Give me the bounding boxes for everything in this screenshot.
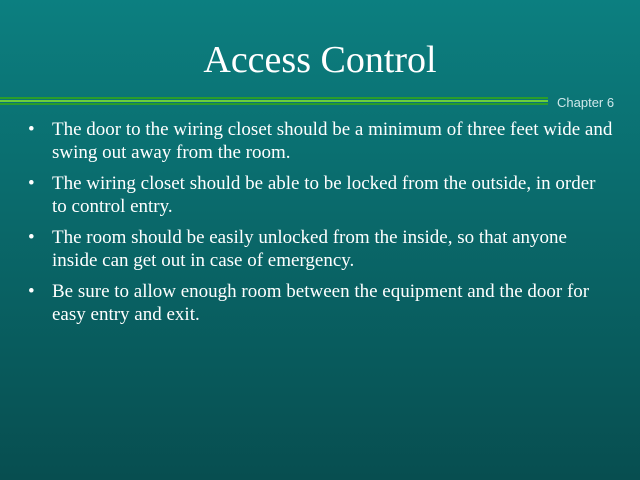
bullet-dot-icon: • [28, 119, 35, 140]
bullet-item [28, 118, 613, 164]
bullet-dot-icon: • [28, 227, 35, 248]
slide-title: Access Control [203, 39, 437, 81]
chapter-label: Chapter 6 [557, 95, 615, 110]
bullet-dot-icon: • [28, 173, 35, 194]
bullet-text: Be sure to allow enough room between the equipment and the door for easy entry and exit. [52, 281, 590, 325]
bullet-item [28, 226, 613, 272]
bullet-text: The room should be easily unlocked from the inside, so that anyone inside can get out in case of emergency. [52, 227, 567, 271]
bullet-text: The wiring closet should be able to be locked from the outside, in order to control entry. [52, 173, 596, 217]
bullet-list [28, 118, 613, 334]
bullet-text: The door to the wiring closet should be a minimum of three feet wide and swing out away from the room. [52, 119, 613, 163]
bullet-dot-icon: • [28, 281, 35, 302]
divider-line-top [0, 97, 548, 99]
title-divider [0, 97, 548, 105]
bullet-item [28, 280, 613, 326]
divider-line-bottom [0, 103, 548, 105]
bullet-item [28, 172, 613, 218]
divider-line-middle [0, 100, 548, 102]
